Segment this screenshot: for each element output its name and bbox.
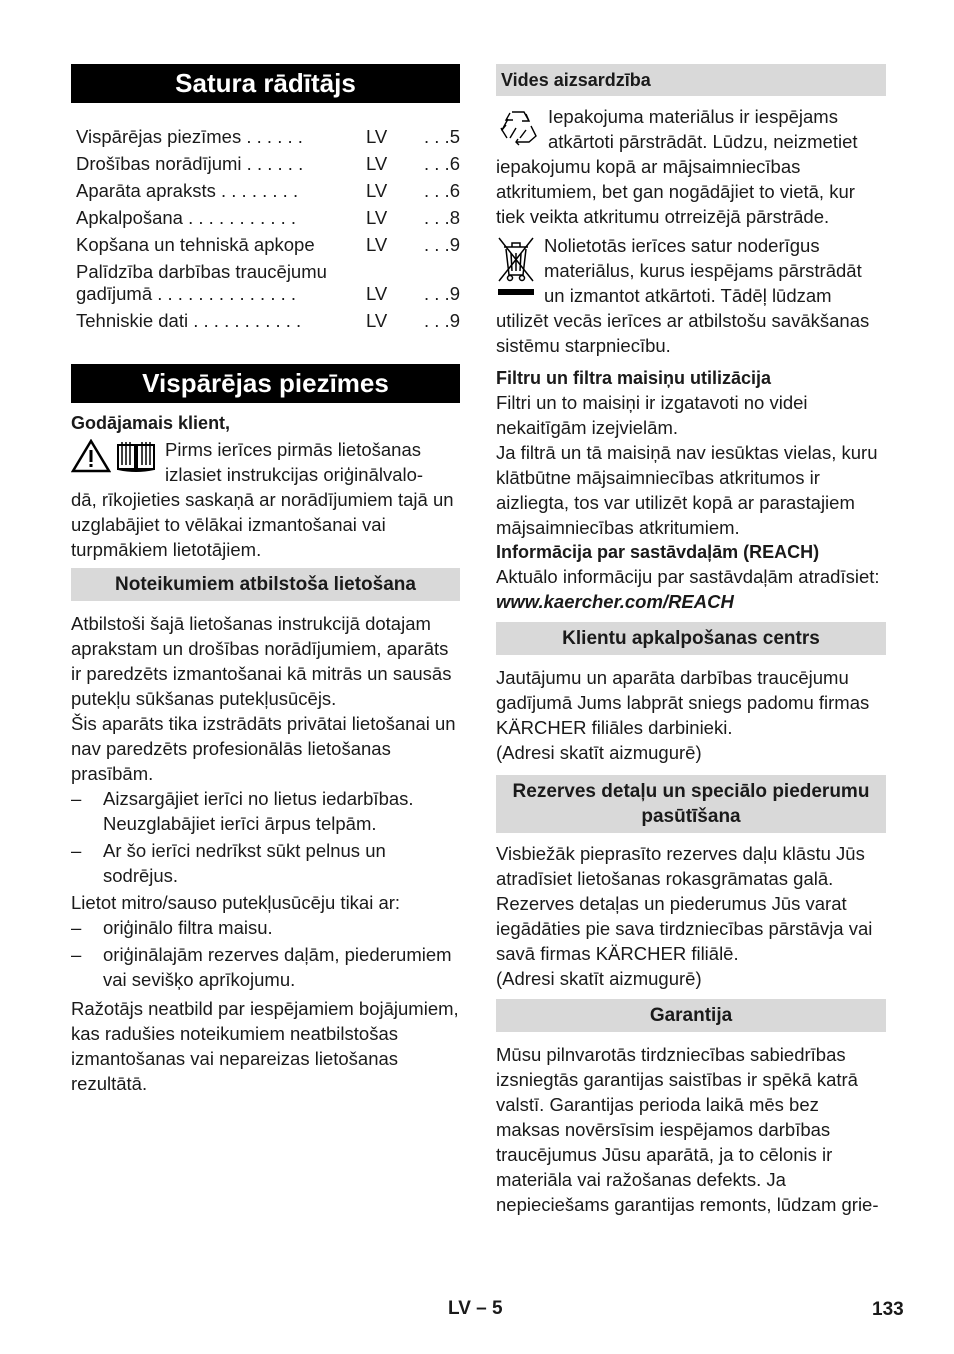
reach-link[interactable]: www.kaercher.com/REACH <box>496 591 734 612</box>
recycle-icon <box>496 108 540 151</box>
toc-label: Apkalpošana . . . . . . . . . . . <box>76 207 297 228</box>
list-item <box>71 786 460 836</box>
reach-heading: Informācija par sastāvdaļām (REACH) <box>496 542 820 562</box>
spare-parts-p2: Rezerves detaļas un piederumus Jūs varat iegādāties pie sava tirdzniecības pārstāvja vai savā firmas KÄRCHER filiālē. <box>496 893 873 964</box>
filter-p2: Ja filtrā un tā maisiņā nav iesūktas vielas, kuru klātbūtne mājsaimniecības atkritumos ir aizliegta, tos var utilizēt kopā ar parastajiem mājsaimniecības atkritumiem. <box>496 442 878 538</box>
toc-row[interactable] <box>71 229 460 256</box>
intended-use-p1: Atbilstoši šajā lietošanas instrukcijā dotajam aprakstam un drošības norādījumiem, aparāts ir paredzēts izmantošanai kā mitrās un sausās putekļu sūkšanas putekļusūcējs. <box>71 613 452 709</box>
list-item-text: Ar šo ierīci nedrīkst sūkt pelnus un sodrējus. <box>103 840 386 886</box>
toc-lang: LV <box>366 180 388 201</box>
toc-label <box>71 256 366 305</box>
toc-label-line2: gadījumā . . . . . . . . . . . . . . <box>76 283 297 304</box>
toc-page: . . .5 <box>424 126 460 147</box>
reach-text: Aktuālo informāciju par sastāvdaļām atradīsiet: <box>496 566 880 587</box>
recycle-block <box>496 104 886 229</box>
list-item-text: oriģinālajām rezerves daļām, piederumiem vai sevišķo aprīkojumu. <box>103 944 452 990</box>
greeting: Godājamais klient, <box>71 413 231 433</box>
toc-row[interactable] <box>71 175 460 202</box>
toc-title: Satura rādītājs <box>71 64 460 103</box>
toc-lang: LV <box>366 126 388 147</box>
list-item <box>71 838 460 888</box>
environment-heading: Vides aizsardzība <box>496 64 886 96</box>
spare-parts-p1: Visbiežāk pieprasīto rezerves daļu klāstu Jūs atradīsiet lietošanas rokasgrāmatas galā. <box>496 843 865 889</box>
toc-row[interactable] <box>71 121 460 148</box>
intended-use-p2: Šis aparāts tika izstrādāts privātai lietošanai un nav paredzēts profesionālās lietošanas prasībām. <box>71 713 456 784</box>
toc-row[interactable] <box>71 305 460 332</box>
weee-text: Nolietotās ierīces satur noderīgus materiālus, kurus iespējams pārstrādāt un izmantot atkārtoti. Tādēļ lūdzam utilizēt vecās ierīces ar atbilstošu savākšanas sistēmu starpniecību. <box>496 235 870 356</box>
toc-label: Kopšana un tehniskā apkope <box>76 234 315 255</box>
toc-row[interactable] <box>71 148 460 175</box>
toc-lang: LV <box>366 234 388 255</box>
warning-icon <box>71 439 111 478</box>
section-title-general: Vispārējas piezīmes <box>71 364 460 403</box>
intro-block <box>71 437 460 562</box>
toc-page: . . .9 <box>424 310 460 331</box>
intended-use-heading: Noteikumiem atbilstoša lietošana <box>71 568 460 601</box>
list-item-text: Aizsargājiet ierīci no lietus iedarbības. Neuzglabājiet ierīci ārpus telpām. <box>103 788 414 834</box>
toc-label: Vispārējas piezīmes . . . . . . <box>76 126 303 147</box>
toc-label: Tehniskie dati . . . . . . . . . . . <box>76 310 302 331</box>
toc-page: . . .9 <box>424 234 460 255</box>
filter-p1: Filtri un to maisiņi ir izgatavoti no videi nekaitīgām izejvielām. <box>496 392 808 438</box>
service-text: Jautājumu un aparāta darbības traucējumu gadījumā Jums labprāt sniegs padomu firmas KÄRCHER filiāles darbinieki. <box>496 667 870 738</box>
toc-row[interactable] <box>71 256 460 305</box>
service-heading: Klientu apkalpošanas centrs <box>496 622 886 655</box>
toc-table <box>71 121 460 332</box>
warranty-text: Mūsu pilnvarotās tirdzniecības sabiedrības izsniegtās garantijas saistības ir spēkā katrā valstī. Garantijas perioda laikā mēs bez maksas novērsīsim iespējamos darbības traucējumus Jūsu aparātā, ja to cēlonis ir materiāla vai ražošanas defekts. Ja nepieciešams garantijas remonts, lūdzam grie- <box>496 1044 879 1215</box>
page-number: 133 <box>872 1299 904 1320</box>
toc-lang: LV <box>366 310 388 331</box>
toc-row[interactable] <box>71 202 460 229</box>
weee-block <box>496 233 886 358</box>
spare-parts-heading: Rezerves detaļu un speciālo piederumu pasūtīšana <box>496 775 886 833</box>
toc-label-line1: Palīdzība darbības traucējumu <box>76 261 327 282</box>
crossed-bin-icon <box>496 235 536 302</box>
warranty-heading: Garantija <box>496 999 886 1032</box>
list-item <box>71 942 460 992</box>
toc-page: . . .9 <box>424 283 460 304</box>
recycle-text: Iepakojuma materiālus ir iespējams atkārtoti pārstrādāt. Lūdzu, neizmetiet iepakojumu kopā ar mājsaimniecības atkritumiem, bet gan nogādājiet to vietā, kur tiek veikta atkritumu otrreizējā pārstrāde. <box>496 106 858 227</box>
filter-heading: Filtru un filtra maisiņu utilizācija <box>496 368 772 388</box>
dash-bullet: – <box>71 944 82 965</box>
list-item <box>71 915 460 940</box>
right-column <box>496 64 886 1217</box>
spare-parts-address: (Adresi skatīt aizmugurē) <box>496 968 702 989</box>
dash-bullet: – <box>71 917 82 938</box>
toc-page: . . .6 <box>424 153 460 174</box>
left-column <box>71 64 460 1096</box>
list-item-text: oriģinālo filtra maisu. <box>103 917 273 938</box>
toc-lang: LV <box>366 153 388 174</box>
toc-lang: LV <box>366 283 388 304</box>
toc-label: Drošības norādījumi . . . . . . <box>76 153 304 174</box>
intended-use-p4: Ražotājs neatbild par iespējamiem bojājumiem, kas radušies noteikumiem neatbilstošas izmantošanas vai nepareizas lietošanas rezultātā. <box>71 998 459 1094</box>
toc-label: Aparāta apraksts . . . . . . . . <box>76 180 299 201</box>
intended-use-p3: Lietot mitro/sauso putekļusūcēju tikai ar: <box>71 892 401 913</box>
service-address: (Adresi skatīt aizmugurē) <box>496 742 702 763</box>
footer-section: LV – 5 <box>448 1298 503 1319</box>
toc-lang: LV <box>366 207 388 228</box>
manual-book-icon <box>115 439 157 478</box>
intro-first: Pirms ierīces pirmās lietošanas izlasiet instrukcijas oriģinālvalo- <box>165 439 424 485</box>
toc-page: . . .8 <box>424 207 460 228</box>
toc-page: . . .6 <box>424 180 460 201</box>
intro-rest: dā, rīkojieties saskaņā ar norādījumiem tajā un uzglabājiet to vēlākai izmantošanai vai turpmākiem lietotājiem. <box>71 489 454 560</box>
dash-bullet: – <box>71 840 82 861</box>
dash-bullet: – <box>71 788 82 809</box>
